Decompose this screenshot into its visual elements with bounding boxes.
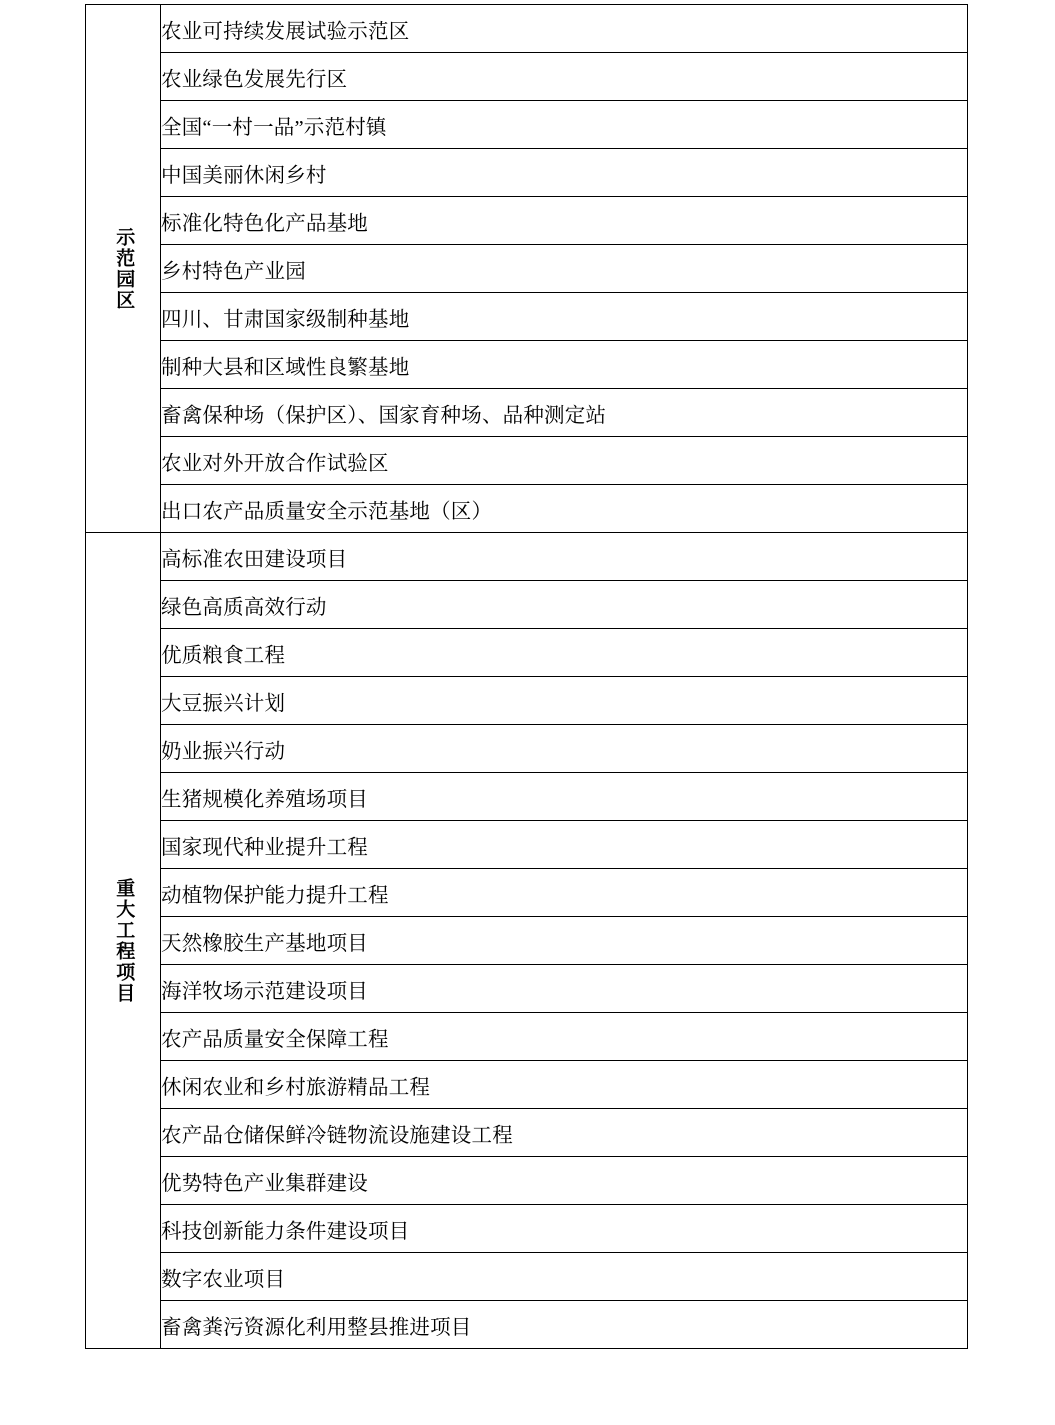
table-row	[86, 581, 968, 629]
table-row-item: 出口农产品质量安全示范基地（区）	[161, 485, 968, 533]
table-row	[86, 725, 968, 773]
table-row	[86, 869, 968, 917]
table-row	[86, 533, 968, 581]
table-row	[86, 1061, 968, 1109]
table-row	[86, 773, 968, 821]
category-label: 示范园区	[113, 226, 135, 311]
table-row-item: 四川、甘肃国家级制种基地	[161, 293, 968, 341]
table-row-item: 国家现代种业提升工程	[161, 821, 968, 869]
table-row-item: 天然橡胶生产基地项目	[161, 917, 968, 965]
policy-category-table	[85, 4, 968, 1349]
table-row-item: 绿色高质高效行动	[161, 581, 968, 629]
table-row-item: 畜禽粪污资源化利用整县推进项目	[161, 1301, 968, 1349]
table-row-item: 休闲农业和乡村旅游精品工程	[161, 1061, 968, 1109]
table-row	[86, 1301, 968, 1349]
table-row	[86, 437, 968, 485]
table-row-item: 农产品质量安全保障工程	[161, 1013, 968, 1061]
table-row	[86, 5, 968, 53]
table-row-item: 高标准农田建设项目	[161, 533, 968, 581]
table-row-item: 制种大县和区域性良繁基地	[161, 341, 968, 389]
table-row-item: 生猪规模化养殖场项目	[161, 773, 968, 821]
table-row-item: 海洋牧场示范建设项目	[161, 965, 968, 1013]
table-row-item: 全国“一村一品”示范村镇	[161, 101, 968, 149]
table-row-item: 标准化特色化产品基地	[161, 197, 968, 245]
table-row-item: 科技创新能力条件建设项目	[161, 1205, 968, 1253]
table-body	[86, 5, 968, 1349]
table-row-item: 农业可持续发展试验示范区	[161, 5, 968, 53]
table-row-item: 大豆振兴计划	[161, 677, 968, 725]
table-row	[86, 965, 968, 1013]
table-row	[86, 1013, 968, 1061]
table-row-item: 优势特色产业集群建设	[161, 1157, 968, 1205]
table-row	[86, 1253, 968, 1301]
table-row	[86, 917, 968, 965]
table-row-item: 农产品仓储保鲜冷链物流设施建设工程	[161, 1109, 968, 1157]
table-row	[86, 1157, 968, 1205]
table-row-item: 农业对外开放合作试验区	[161, 437, 968, 485]
table-row-item: 畜禽保种场（保护区）、国家育种场、品种测定站	[161, 389, 968, 437]
table-row	[86, 389, 968, 437]
table-row	[86, 197, 968, 245]
table-row-item: 优质粮食工程	[161, 629, 968, 677]
table-row	[86, 53, 968, 101]
table-row-item: 动植物保护能力提升工程	[161, 869, 968, 917]
category-cell-demonstration-parks	[86, 5, 161, 533]
table-row-item: 农业绿色发展先行区	[161, 53, 968, 101]
category-label: 重大工程项目	[113, 877, 135, 1004]
table-row	[86, 485, 968, 533]
table-row-item: 中国美丽休闲乡村	[161, 149, 968, 197]
category-cell-major-projects	[86, 533, 161, 1349]
table-row	[86, 1109, 968, 1157]
table-row	[86, 149, 968, 197]
table-row	[86, 245, 968, 293]
table-row	[86, 821, 968, 869]
table-row	[86, 677, 968, 725]
table-row-item: 奶业振兴行动	[161, 725, 968, 773]
table-row	[86, 341, 968, 389]
table-row-item: 数字农业项目	[161, 1253, 968, 1301]
table-row-item: 乡村特色产业园	[161, 245, 968, 293]
table-row	[86, 629, 968, 677]
table-row	[86, 293, 968, 341]
table-row	[86, 1205, 968, 1253]
table-row	[86, 101, 968, 149]
